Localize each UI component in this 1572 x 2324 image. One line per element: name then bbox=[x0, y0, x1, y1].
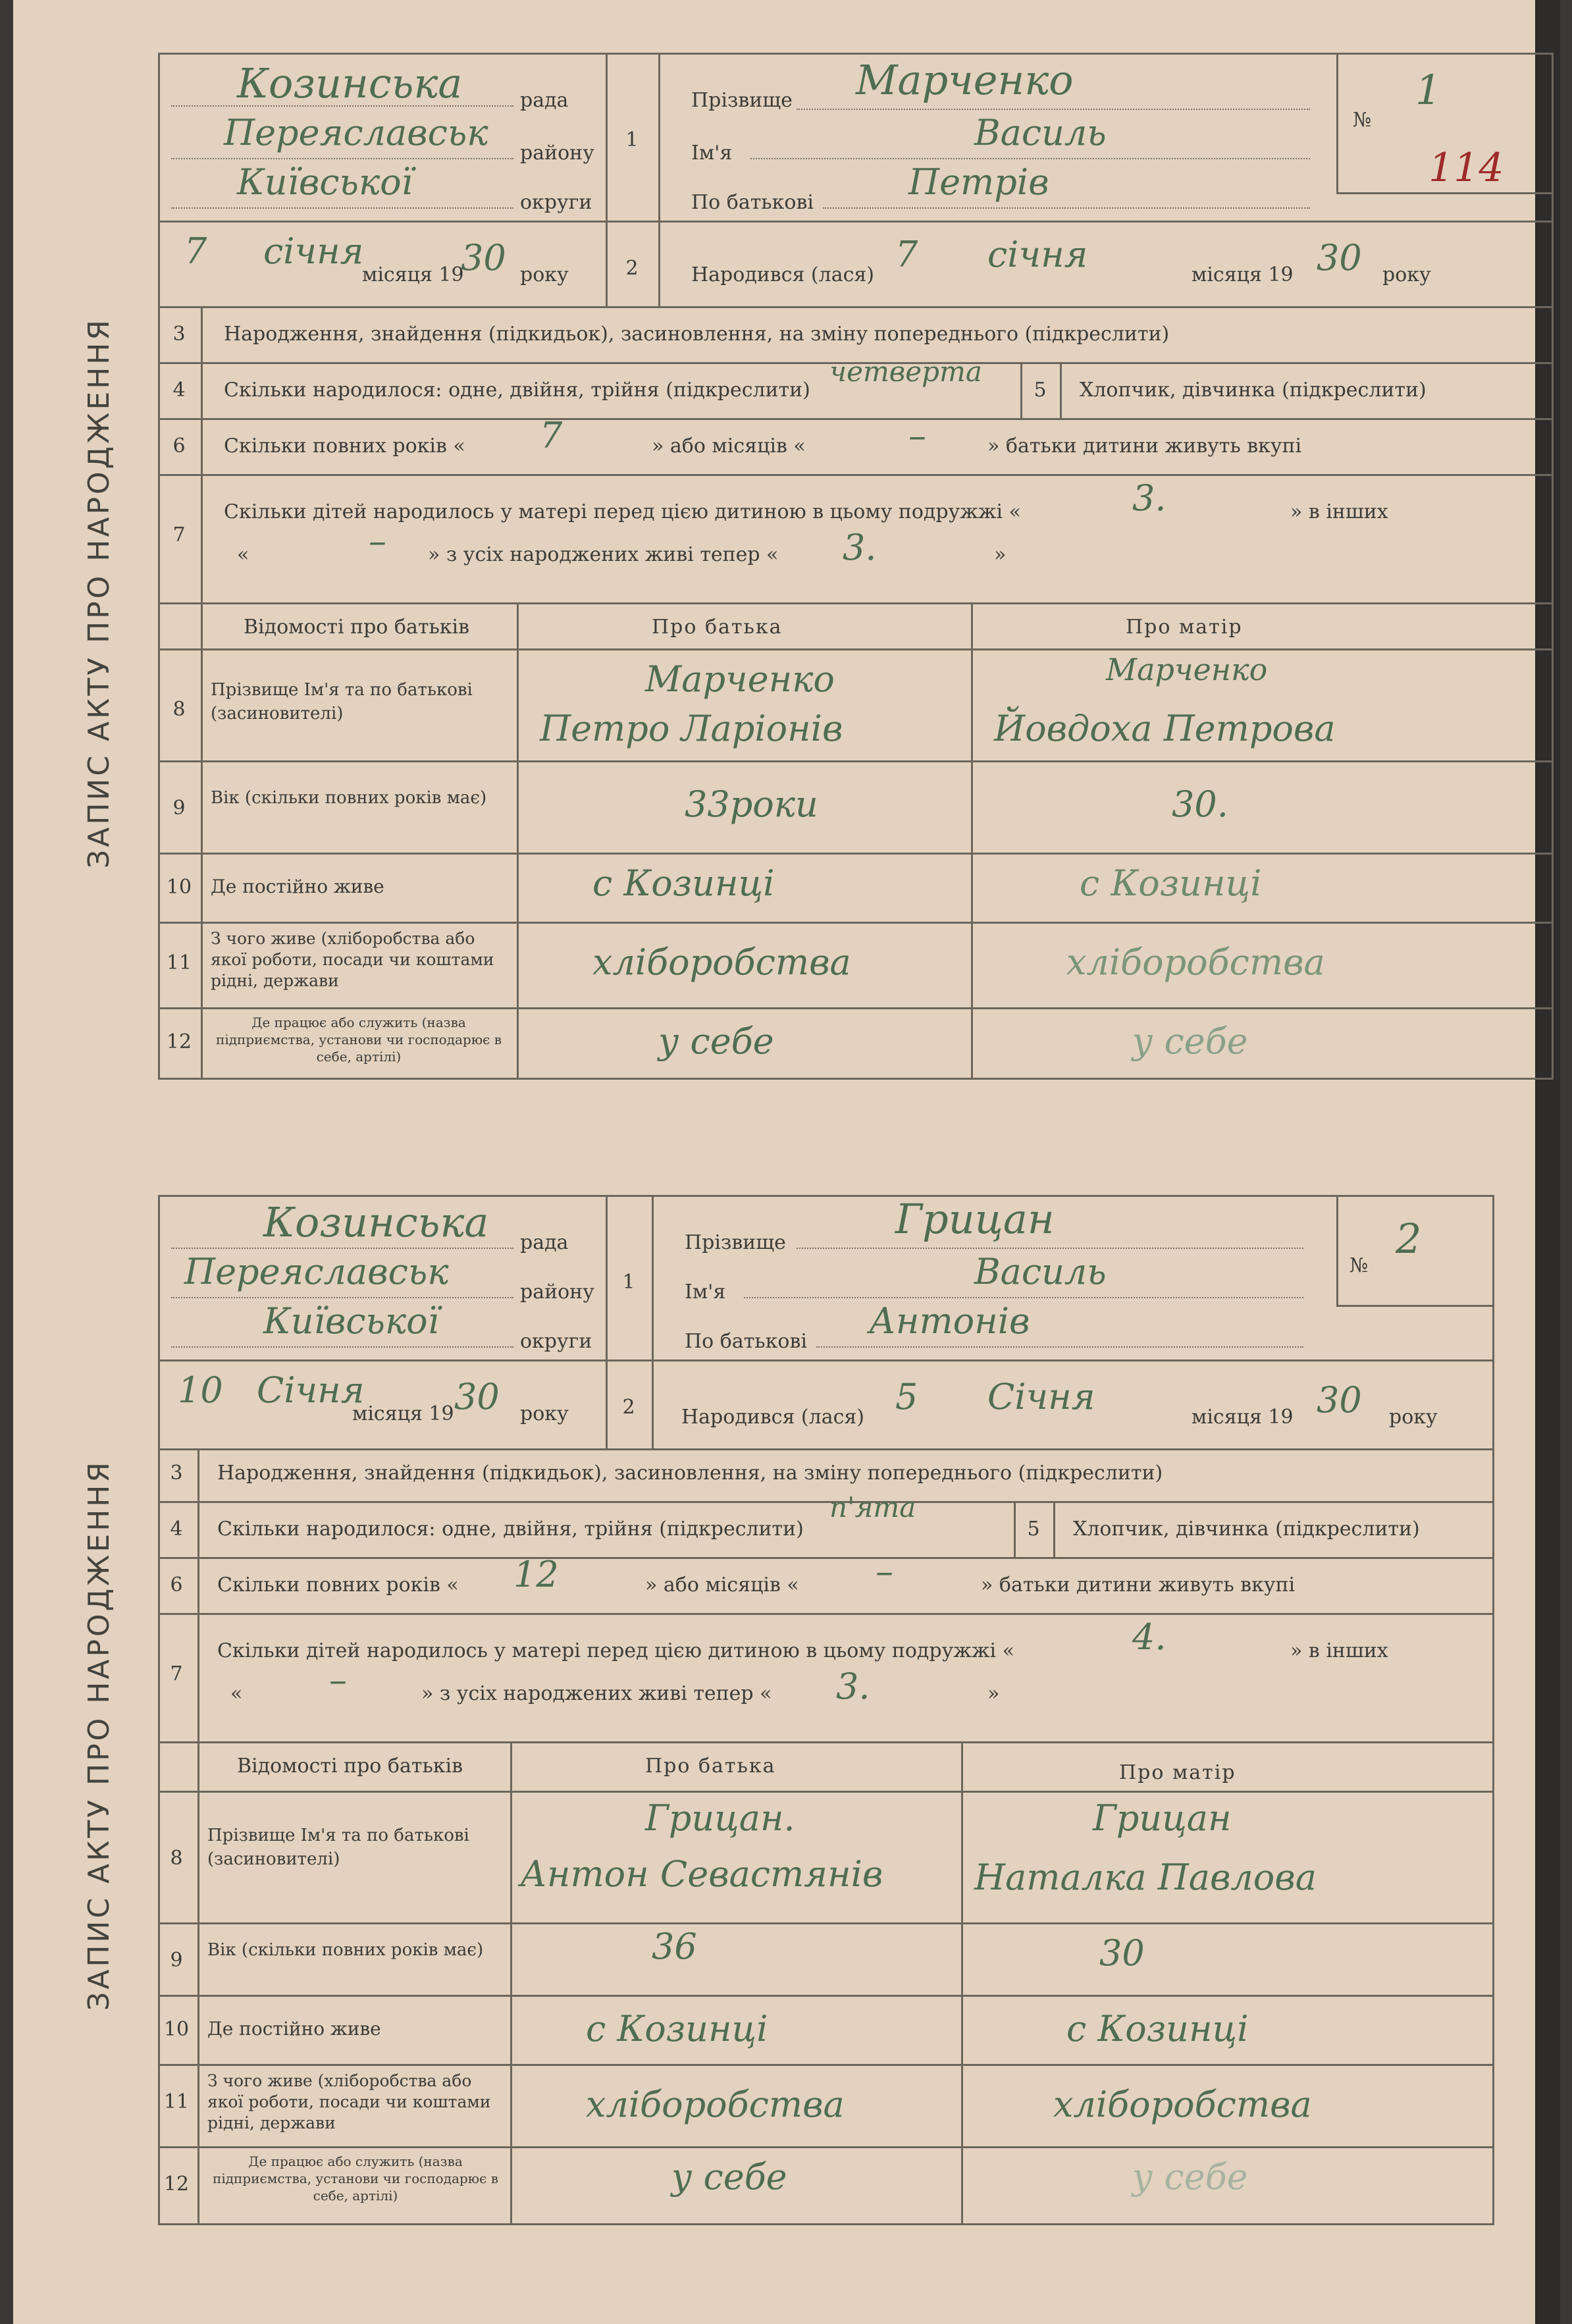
divider bbox=[158, 853, 1554, 855]
years-together-value: 7 bbox=[540, 415, 563, 456]
born-label: Народився (лася) bbox=[691, 263, 875, 286]
reg-year: 30 bbox=[454, 1376, 500, 1417]
born-month: січня bbox=[987, 234, 1088, 275]
row7-text-a: Скільки дітей народилось у матері перед цією дитиною в цьому подружжі « bbox=[217, 1639, 1014, 1662]
row-number-7: 7 bbox=[172, 523, 186, 546]
row-number-8: 8 bbox=[170, 1847, 183, 1870]
months-together-value: – bbox=[908, 415, 926, 456]
col-info-header: Відомості про батьків bbox=[237, 1755, 463, 1778]
row4-text: Скільки народилося: одне, двійня, трійня (підкреслити) bbox=[224, 379, 810, 402]
divider bbox=[961, 1741, 963, 2225]
row-number-12: 12 bbox=[163, 2173, 190, 2196]
col-info-header: Відомості про батьків bbox=[244, 616, 470, 639]
row6-text-b: » або місяців « bbox=[652, 435, 806, 458]
divider bbox=[158, 1922, 1494, 1924]
row-number-4: 4 bbox=[172, 379, 186, 402]
divider bbox=[201, 306, 203, 1080]
row-number-3: 3 bbox=[170, 1462, 183, 1485]
divider bbox=[158, 306, 1554, 308]
document-page bbox=[13, 0, 1560, 2324]
col-mother-header: Про матір bbox=[1126, 616, 1243, 639]
underline bbox=[816, 1346, 1303, 1348]
row8-text: Прізвище Ім'я та по батькові (засиновителі) bbox=[207, 1826, 469, 1869]
father-residence: с Козинці bbox=[586, 2008, 768, 2049]
col-mother-header: Про матір bbox=[1119, 1761, 1236, 1784]
row9-text: Вік (скільки повних років має) bbox=[207, 1940, 484, 1960]
birth-order-value: п'ята bbox=[829, 1491, 916, 1523]
divider bbox=[158, 1741, 1494, 1743]
row-number-10: 10 bbox=[163, 2018, 190, 2041]
row7-text-b: » в інших bbox=[1290, 500, 1388, 523]
row11-text: З чого живе (хліборобства або якої роботи, посади чи коштами рідні, держави bbox=[211, 929, 494, 990]
surname-label: Прізвище bbox=[685, 1231, 786, 1254]
okruh-value: Київської bbox=[237, 161, 413, 203]
divider bbox=[158, 418, 1554, 420]
row9-text: Вік (скільки повних років має) bbox=[211, 788, 487, 808]
divider bbox=[158, 1791, 1494, 1793]
patronymic-label: По батькові bbox=[691, 191, 814, 214]
surname-value: Марченко bbox=[856, 56, 1074, 104]
reg-year: 30 bbox=[461, 237, 506, 278]
row7-text-a: Скільки дітей народилось у матері перед цією дитиною в цьому подружжі « bbox=[224, 500, 1021, 523]
row-number-1: 1 bbox=[625, 128, 639, 151]
row6-text-c: » батьки дитини живуть вкупі bbox=[987, 435, 1302, 458]
okruh-label: округи bbox=[520, 191, 592, 214]
rada-value: Козинська bbox=[237, 59, 463, 107]
number-label: № bbox=[1353, 109, 1372, 132]
row8-text: Прізвище Ім'я та по батькові (засиновителі) bbox=[211, 680, 473, 724]
father-work: у себе bbox=[671, 2156, 787, 2198]
divider bbox=[197, 1448, 199, 2225]
mother-surname: Грицан bbox=[1093, 1797, 1232, 1839]
side-title: ЗАПИС АКТУ ПРО НАРОДЖЕННЯ bbox=[82, 1459, 116, 2011]
born-year: 30 bbox=[1317, 237, 1362, 278]
row-number-4: 4 bbox=[170, 1518, 183, 1541]
mother-name: Йовдоха Петрова bbox=[994, 708, 1336, 749]
divider bbox=[158, 2064, 1494, 2066]
father-age: 33роки bbox=[685, 783, 818, 825]
children-this-value: 4. bbox=[1132, 1616, 1166, 1658]
row7-text-c: « bbox=[237, 543, 249, 566]
reg-day: 10 bbox=[178, 1369, 223, 1411]
row7-text-b: » в інших bbox=[1290, 1639, 1388, 1662]
born-month: Січня bbox=[987, 1376, 1095, 1417]
father-name: Антон Севастянів bbox=[520, 1853, 883, 1895]
underline bbox=[171, 1297, 513, 1298]
row7-text-e: » bbox=[987, 1682, 1000, 1705]
row6-text-a: Скільки повних років « bbox=[217, 1573, 459, 1597]
row-number-5: 5 bbox=[1027, 1518, 1040, 1541]
row-number-3: 3 bbox=[172, 323, 186, 346]
underline bbox=[171, 105, 513, 107]
row7-text-e: » bbox=[994, 543, 1007, 566]
divider bbox=[158, 1360, 1494, 1361]
father-residence: с Козинці bbox=[592, 862, 775, 904]
year-label: року bbox=[1389, 1406, 1438, 1429]
row-number-5: 5 bbox=[1034, 379, 1047, 402]
divider bbox=[158, 1613, 1494, 1615]
row-number-8: 8 bbox=[172, 698, 186, 721]
underline bbox=[171, 207, 513, 209]
raion-value: Переяславськ bbox=[184, 1251, 449, 1292]
side-title: ЗАПИС АКТУ ПРО НАРОДЖЕННЯ bbox=[82, 317, 116, 868]
row12-text: Де працює або служить (назва підприємства, установи чи господарює в себе, артілі) bbox=[216, 1015, 502, 1065]
underline bbox=[750, 158, 1310, 159]
row-number-11: 11 bbox=[163, 2090, 190, 2113]
father-surname: Грицан. bbox=[645, 1797, 795, 1839]
divider bbox=[1060, 362, 1062, 418]
reg-day: 7 bbox=[184, 230, 207, 272]
children-this-value: 3. bbox=[1132, 477, 1166, 519]
birth-order-value: четверта bbox=[829, 356, 982, 388]
born-day: 5 bbox=[895, 1376, 918, 1417]
month-label: місяця 19 bbox=[1192, 263, 1294, 286]
row-number-9: 9 bbox=[172, 797, 186, 820]
record-number: 2 bbox=[1396, 1215, 1422, 1263]
father-surname: Марченко bbox=[645, 658, 835, 700]
row-number-12: 12 bbox=[166, 1030, 192, 1053]
mother-surname: Марченко bbox=[1106, 652, 1268, 687]
divider bbox=[158, 760, 1554, 762]
row-number-2: 2 bbox=[625, 257, 639, 280]
year-label: року bbox=[520, 263, 569, 286]
month-label: місяця 19 bbox=[1192, 1406, 1294, 1429]
divider bbox=[158, 1007, 1554, 1009]
month-label: місяця 19 bbox=[362, 263, 464, 286]
divider bbox=[1053, 1501, 1055, 1557]
born-day: 7 bbox=[895, 234, 918, 275]
row10-text: Де постійно живе bbox=[211, 876, 384, 897]
record-number: 1 bbox=[1415, 66, 1442, 114]
divider bbox=[658, 53, 660, 306]
children-other-value: – bbox=[329, 1659, 347, 1701]
raion-label: району bbox=[520, 142, 594, 165]
divider bbox=[158, 922, 1554, 924]
divider bbox=[510, 1741, 512, 2225]
row12-text: Де працює або служить (назва підприємства, установи чи господарює в себе, артілі) bbox=[213, 2153, 498, 2204]
reg-month: січня bbox=[263, 230, 364, 272]
born-label: Народився (лася) bbox=[681, 1406, 865, 1429]
years-together-value: 12 bbox=[513, 1554, 559, 1595]
divider bbox=[606, 53, 608, 306]
row6-text-b: » або місяців « bbox=[645, 1573, 799, 1597]
born-year: 30 bbox=[1317, 1379, 1362, 1421]
row11-text: З чого живе (хліборобства або якої роботи, посади чи коштами рідні, держави bbox=[207, 2071, 491, 2132]
row-number-9: 9 bbox=[170, 1949, 183, 1972]
underline bbox=[171, 1248, 513, 1249]
birth-record-2 bbox=[82, 1188, 1494, 2222]
rada-label: рада bbox=[520, 1231, 569, 1254]
row3-text: Народження, знайдення (підкидьок), засиновлення, на зміну попереднього (підкреслити) bbox=[217, 1462, 1163, 1485]
underline bbox=[744, 1297, 1303, 1298]
col-father-header: Про батька bbox=[652, 616, 783, 639]
divider bbox=[158, 1557, 1494, 1559]
divider bbox=[158, 2146, 1494, 2148]
row6-text-c: » батьки дитини живуть вкупі bbox=[981, 1573, 1296, 1597]
underline bbox=[797, 1248, 1303, 1249]
row5-text: Хлопчик, дівчинка (підкреслити) bbox=[1080, 379, 1427, 402]
mother-age: 30 bbox=[1099, 1932, 1145, 1974]
row5-text: Хлопчик, дівчинка (підкреслити) bbox=[1073, 1518, 1420, 1541]
divider bbox=[158, 1501, 1494, 1503]
row-number-11: 11 bbox=[166, 951, 192, 974]
divider bbox=[158, 648, 1554, 650]
divider bbox=[606, 1195, 608, 1448]
divider bbox=[158, 1448, 1494, 1450]
raion-value: Переяславськ bbox=[224, 112, 488, 153]
mother-occupation: хліборобства bbox=[1053, 2084, 1312, 2125]
row7-text-c: « bbox=[230, 1682, 243, 1705]
okruh-label: округи bbox=[520, 1330, 592, 1353]
okruh-value: Київської bbox=[263, 1300, 439, 1342]
children-alive-value: 3. bbox=[836, 1666, 870, 1707]
reg-month: Січня bbox=[257, 1369, 365, 1411]
name-value: Василь bbox=[974, 112, 1107, 153]
year-label: року bbox=[1382, 263, 1431, 286]
row10-text: Де постійно живе bbox=[207, 2018, 381, 2040]
row7-text-d: » з усіх народжених живі тепер « bbox=[421, 1682, 772, 1705]
underline bbox=[797, 109, 1310, 110]
name-label: Ім'я bbox=[691, 142, 733, 165]
mother-residence: с Козинці bbox=[1080, 862, 1262, 904]
divider bbox=[158, 602, 1554, 604]
row7-text-d: » з усіх народжених живі тепер « bbox=[428, 543, 779, 566]
name-value: Василь bbox=[974, 1251, 1107, 1292]
underline bbox=[171, 1346, 513, 1348]
name-label: Ім'я bbox=[685, 1281, 726, 1304]
underline bbox=[171, 158, 513, 159]
surname-value: Грицан bbox=[895, 1195, 1055, 1243]
father-name: Петро Ларіонів bbox=[540, 708, 843, 749]
patronymic-value: Антонів bbox=[869, 1300, 1030, 1342]
divider bbox=[158, 221, 1554, 223]
divider bbox=[158, 474, 1554, 476]
father-age: 36 bbox=[652, 1926, 697, 1967]
divider bbox=[652, 1195, 654, 1448]
mother-age: 30. bbox=[1172, 783, 1228, 825]
underline bbox=[823, 207, 1310, 209]
father-occupation: хліборобства bbox=[586, 2084, 845, 2125]
row-number-6: 6 bbox=[172, 435, 186, 458]
mother-work: у себе bbox=[1132, 2156, 1248, 2198]
rada-label: рада bbox=[520, 89, 569, 112]
row6-text-a: Скільки повних років « bbox=[224, 435, 465, 458]
patronymic-label: По батькові bbox=[685, 1330, 807, 1353]
mother-work: у себе bbox=[1132, 1020, 1248, 1062]
children-other-value: – bbox=[369, 520, 386, 562]
archive-number: 114 bbox=[1428, 145, 1504, 191]
row-number-2: 2 bbox=[622, 1396, 635, 1419]
children-alive-value: 3. bbox=[843, 527, 877, 568]
father-occupation: хліборобства bbox=[592, 941, 851, 983]
row-number-10: 10 bbox=[166, 876, 192, 899]
birth-record-1 bbox=[82, 46, 1504, 1080]
year-label: року bbox=[520, 1402, 569, 1425]
number-label: № bbox=[1349, 1254, 1369, 1277]
row-number-1: 1 bbox=[622, 1271, 635, 1294]
col-father-header: Про батька bbox=[645, 1755, 776, 1778]
month-label: місяця 19 bbox=[352, 1402, 454, 1425]
row3-text: Народження, знайдення (підкидьок), засиновлення, на зміну попереднього (підкреслити) bbox=[224, 323, 1170, 346]
patronymic-value: Петрів bbox=[908, 161, 1049, 203]
row4-text: Скільки народилося: одне, двійня, трійня (підкреслити) bbox=[217, 1518, 804, 1541]
mother-name: Наталка Павлова bbox=[974, 1857, 1317, 1898]
surname-label: Прізвище bbox=[691, 89, 793, 112]
row-number-6: 6 bbox=[170, 1573, 183, 1597]
row-number-7: 7 bbox=[170, 1662, 183, 1685]
father-work: у себе bbox=[658, 1020, 774, 1062]
rada-value: Козинська bbox=[263, 1198, 489, 1246]
months-together-value: – bbox=[876, 1550, 893, 1592]
mother-occupation: хліборобства bbox=[1066, 941, 1325, 983]
mother-residence: с Козинці bbox=[1066, 2008, 1249, 2049]
divider bbox=[158, 1995, 1494, 1997]
raion-label: району bbox=[520, 1281, 594, 1304]
